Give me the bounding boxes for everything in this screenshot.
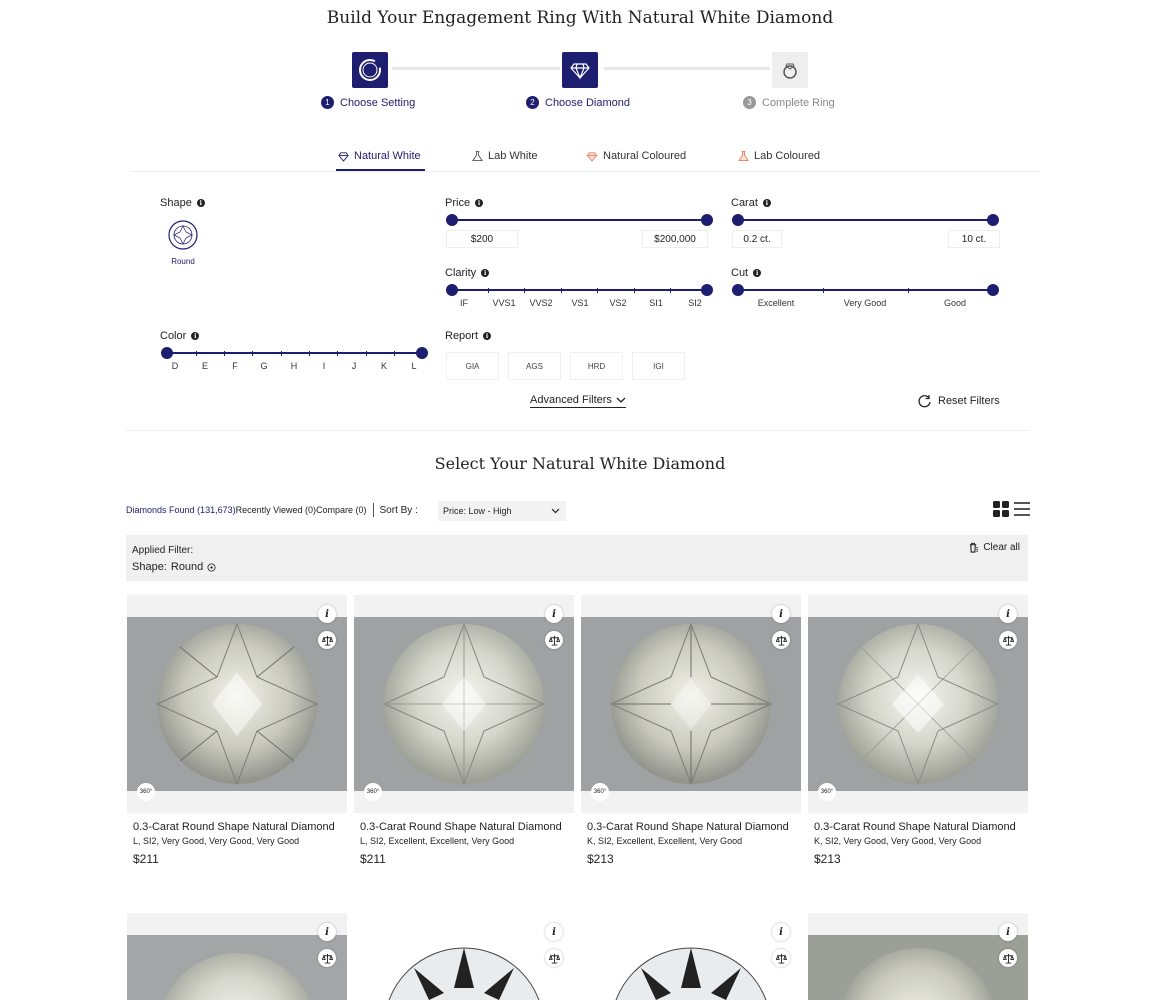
tabs-divider [130, 171, 1040, 172]
step-ring-box[interactable] [772, 52, 808, 88]
reset-filters-button[interactable]: Reset Filters [918, 394, 1000, 408]
advanced-filters-toggle[interactable]: Advanced Filters [530, 394, 626, 408]
clarity-tick-label: IF [460, 298, 468, 308]
diamond-photo [147, 953, 327, 1000]
remove-filter-icon[interactable] [207, 563, 216, 572]
product-specs: L, SI2, Excellent, Excellent, Very Good [360, 836, 515, 846]
info-icon[interactable]: i [763, 199, 771, 207]
product-card[interactable] [581, 595, 801, 866]
scale-icon [1003, 953, 1014, 964]
scale-icon [549, 953, 560, 964]
scale-icon [776, 635, 787, 646]
info-button[interactable]: i [545, 923, 563, 941]
info-button[interactable]: i [999, 605, 1017, 623]
info-icon[interactable]: i [753, 269, 761, 277]
scale-icon [549, 635, 560, 646]
cut-filter-label: Cut i [731, 267, 761, 279]
product-price: $213 [587, 852, 614, 866]
list-icon [1014, 502, 1030, 516]
info-button[interactable]: i [999, 923, 1017, 941]
color-tick [337, 351, 338, 356]
clarity-max-handle[interactable] [701, 284, 713, 296]
price-filter-label: Price i [445, 197, 483, 209]
chevron-down-icon [616, 397, 626, 404]
step-diamond-box[interactable] [562, 52, 598, 88]
diamond-photo [828, 617, 1008, 791]
step-connector [392, 67, 560, 70]
step-3-label[interactable]: 3 Complete Ring [743, 96, 835, 109]
info-button[interactable]: i [545, 605, 563, 623]
active-tab-indicator [336, 169, 425, 171]
section-divider [126, 430, 1030, 431]
product-specs: K, SI2, Excellent, Excellent, Very Good [587, 836, 743, 846]
clarity-min-handle[interactable] [446, 284, 458, 296]
product-card[interactable] [581, 913, 801, 1000]
carat-max-handle[interactable] [987, 214, 999, 226]
product-price: $211 [360, 852, 386, 866]
results-section-title: Select Your Natural White Diamond [434, 454, 726, 473]
info-button[interactable]: i [772, 923, 790, 941]
cut-tick-label: Good [943, 298, 967, 308]
product-card[interactable] [127, 913, 347, 1000]
info-icon[interactable]: i [475, 199, 483, 207]
price-slider-track[interactable] [452, 219, 707, 221]
color-tick-label: L [411, 361, 417, 371]
step-setting-box[interactable] [352, 52, 388, 88]
view-360-badge[interactable]: 360° [591, 783, 609, 801]
report-igi-button[interactable]: IGI [632, 352, 685, 380]
step-1-label[interactable]: 1 Choose Setting [321, 96, 415, 109]
product-title[interactable]: 0.3-Carat Round Shape Natural Diamond [133, 821, 335, 833]
applied-filter-title: Applied Filter: [132, 545, 194, 556]
compare-button[interactable] [318, 949, 336, 967]
shape-round-option[interactable] [167, 219, 199, 256]
price-max-input[interactable]: $200,000 [642, 230, 708, 248]
compare-button[interactable] [545, 949, 563, 967]
page-title: Build Your Engagement Ring With Natural White Diamond [326, 8, 834, 28]
price-min-handle[interactable] [446, 214, 458, 226]
product-card[interactable] [354, 595, 574, 866]
report-hrd-button[interactable]: HRD [570, 352, 623, 380]
coloured-flask-icon [738, 150, 749, 162]
view-360-badge[interactable]: 360° [137, 783, 155, 801]
color-tick-label: I [322, 361, 326, 371]
cut-tick [823, 288, 824, 293]
results-bar [126, 503, 418, 517]
carat-filter-label: Carat i [731, 197, 771, 209]
flask-icon [472, 150, 483, 162]
color-tick-label: J [351, 361, 357, 371]
clarity-tick [561, 288, 562, 293]
color-max-handle[interactable] [416, 347, 428, 359]
compare-button[interactable] [318, 631, 336, 649]
product-card[interactable] [127, 595, 347, 866]
scale-icon [776, 953, 787, 964]
compare-button[interactable] [999, 631, 1017, 649]
color-tick [281, 351, 282, 356]
diamonds-found-label[interactable]: Diamonds Found (131,673) [126, 505, 236, 515]
price-max-handle[interactable] [701, 214, 713, 226]
product-card[interactable] [354, 913, 574, 1000]
shape-filter-label: Shape i [160, 197, 205, 209]
recently-viewed-link[interactable]: Recently Viewed (0) [235, 505, 316, 515]
clarity-tick-label: SI2 [688, 298, 702, 308]
scale-icon [322, 635, 333, 646]
cut-tick [908, 288, 909, 293]
diamond-photo [147, 617, 327, 791]
chevron-down-icon [551, 508, 560, 514]
clarity-tick [670, 288, 671, 293]
grid-view-toggle[interactable] [993, 501, 1009, 522]
info-button[interactable]: i [772, 605, 790, 623]
price-min-input[interactable]: $200 [446, 230, 518, 248]
product-price: $211 [133, 852, 159, 866]
clarity-filter-label: Clarity i [445, 267, 489, 279]
product-image[interactable] [581, 595, 801, 813]
color-tick [196, 351, 197, 356]
product-title[interactable]: 0.3-Carat Round Shape Natural Diamond [814, 821, 1016, 833]
product-image[interactable] [808, 595, 1028, 813]
tab-lab-white[interactable]: Lab White [472, 150, 538, 162]
applied-filter-chip[interactable]: Shape: Round [132, 561, 216, 573]
clarity-tick [597, 288, 598, 293]
clarity-tick [634, 288, 635, 293]
applied-filters-panel [126, 535, 1028, 581]
info-button[interactable]: i [318, 923, 336, 941]
coloured-diamond-icon [586, 151, 598, 162]
product-specs: L, SI2, Very Good, Very Good, Very Good [133, 836, 300, 846]
round-shape-icon [167, 219, 199, 251]
carat-slider-track[interactable] [738, 219, 993, 221]
report-filter-label: Report i [445, 330, 491, 342]
product-price: $213 [814, 852, 841, 866]
product-card[interactable] [808, 595, 1028, 866]
cut-slider-track[interactable] [738, 289, 993, 291]
tab-natural-white[interactable]: Natural White [338, 150, 421, 162]
color-tick-label: G [260, 361, 268, 371]
color-tick-label: K [380, 361, 387, 371]
step-connector [604, 67, 770, 70]
compare-button[interactable] [772, 631, 790, 649]
clarity-tick-label: VVS2 [529, 298, 553, 308]
clarity-tick-label: VS2 [609, 298, 627, 308]
product-title[interactable]: 0.3-Carat Round Shape Natural Diamond [360, 821, 562, 833]
cut-tick-label: Excellent [757, 298, 795, 308]
color-tick [309, 351, 310, 356]
product-specs: K, SI2, Very Good, Very Good, Very Good [814, 836, 982, 846]
trash-icon [968, 542, 979, 553]
clarity-slider-track[interactable] [452, 289, 707, 291]
view-360-badge[interactable]: 360° [818, 783, 836, 801]
step-2-label[interactable]: 2 Choose Diamond [526, 96, 630, 109]
view-360-badge[interactable]: 360° [364, 783, 382, 801]
color-tick [224, 351, 225, 356]
diamond-outline-icon [338, 151, 349, 162]
color-tick [366, 351, 367, 356]
clarity-tick-label: VS1 [571, 298, 589, 308]
carat-max-input[interactable]: 10 ct. [948, 230, 1000, 248]
color-tick-label: H [290, 361, 298, 371]
clear-all-button[interactable]: Clear all [968, 542, 1020, 553]
clarity-tick [488, 288, 489, 293]
grid-icon [993, 501, 1009, 517]
carat-min-handle[interactable] [732, 214, 744, 226]
color-tick [252, 351, 253, 356]
compare-button[interactable] [772, 949, 790, 967]
color-slider-track[interactable] [167, 352, 422, 354]
ring-icon [779, 59, 801, 81]
product-image[interactable] [354, 595, 574, 813]
diamond-icon [569, 59, 591, 81]
cut-max-handle[interactable] [987, 284, 999, 296]
compare-button[interactable] [999, 949, 1017, 967]
color-tick [394, 351, 395, 356]
diamond-photo [601, 617, 781, 791]
cut-tick-label: Very Good [843, 298, 887, 308]
sort-by-label: Sort By : [379, 504, 418, 516]
info-icon[interactable]: i [197, 199, 205, 207]
list-view-toggle[interactable] [1014, 502, 1030, 521]
compare-button[interactable] [545, 631, 563, 649]
tab-lab-coloured[interactable]: Lab Coloured [738, 150, 820, 162]
info-icon[interactable]: i [483, 332, 491, 340]
product-image[interactable] [127, 595, 347, 813]
carat-min-input[interactable]: 0.2 ct. [732, 230, 782, 248]
color-tick-label: E [201, 361, 208, 371]
diamond-photo [374, 938, 554, 1000]
product-card[interactable] [808, 913, 1028, 1000]
compare-link[interactable]: Compare (0) [315, 505, 367, 515]
product-title[interactable]: 0.3-Carat Round Shape Natural Diamond [587, 821, 789, 833]
cut-min-handle[interactable] [732, 284, 744, 296]
report-ags-button[interactable]: AGS [508, 352, 561, 380]
info-icon[interactable]: i [191, 332, 199, 340]
color-filter-label: Color i [160, 330, 199, 342]
color-tick-label: F [232, 361, 238, 371]
ring-setting-icon [357, 57, 383, 83]
clarity-tick [524, 288, 525, 293]
tab-natural-coloured[interactable]: Natural Coloured [586, 150, 686, 162]
clarity-tick-label: SI1 [649, 298, 663, 308]
reset-icon [918, 394, 932, 408]
sort-select[interactable]: Price: Low - High [438, 501, 566, 521]
color-min-handle[interactable] [161, 347, 173, 359]
scale-icon [322, 953, 333, 964]
info-icon[interactable]: i [481, 269, 489, 277]
color-tick-label: D [171, 361, 179, 371]
diamond-photo [601, 938, 781, 1000]
info-button[interactable]: i [318, 605, 336, 623]
diamond-photo [374, 617, 554, 791]
scale-icon [1003, 635, 1014, 646]
diamond-photo [828, 938, 1008, 1000]
divider [373, 503, 374, 517]
report-gia-button[interactable]: GIA [446, 352, 499, 380]
clarity-tick-label: VVS1 [492, 298, 516, 308]
shape-round-label: Round [171, 257, 195, 266]
